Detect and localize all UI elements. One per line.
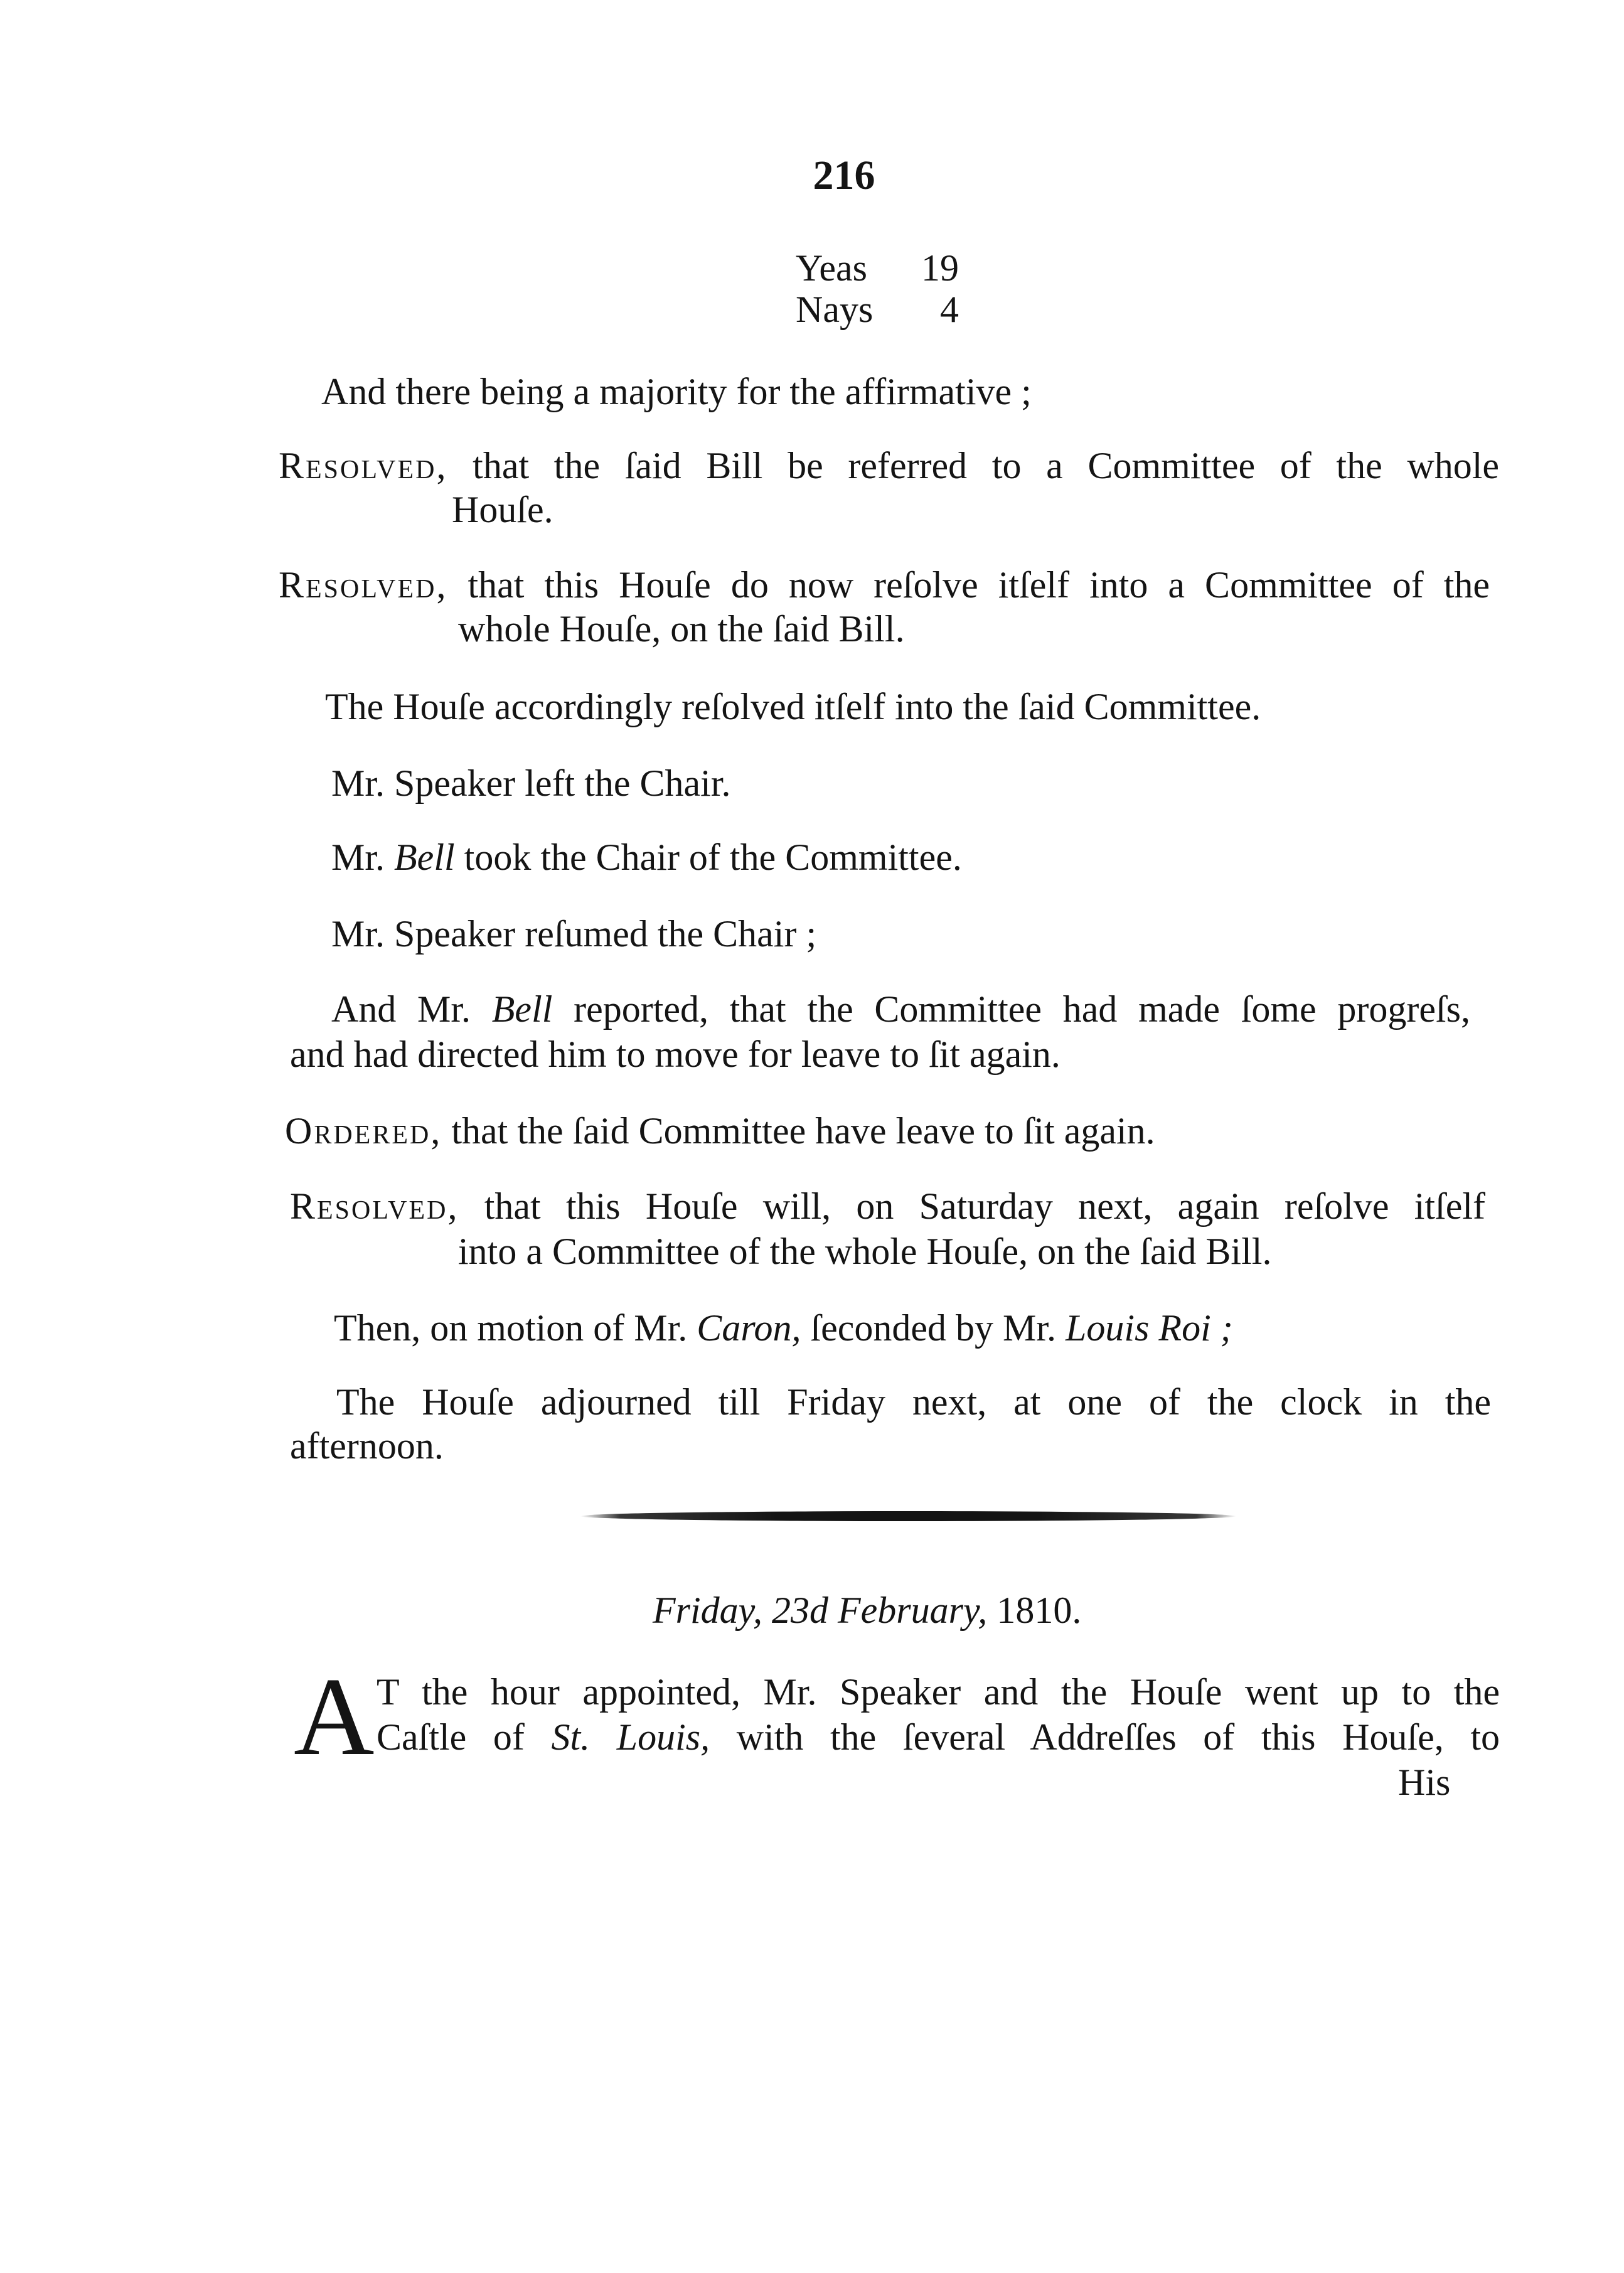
- resolved-1-line-2: Houſe.: [452, 489, 553, 530]
- speaker-resumed-paragraph: Mr. Speaker reſumed the Chair ;: [331, 913, 817, 955]
- final-line-2: [377, 1714, 1500, 1760]
- motion-roi: Louis Roi ;: [1066, 1307, 1233, 1349]
- ordered-head: Ordered,: [285, 1110, 442, 1152]
- ordered-paragraph: [285, 1108, 1155, 1153]
- bell-took-post: took the Chair of the Committee.: [464, 837, 962, 878]
- catchword: His: [1398, 1762, 1451, 1803]
- final-line-2-post: with the ſeveral Addreſſes of this Houſe, to: [736, 1716, 1500, 1758]
- majority-paragraph: And there being a majority for the affirmative ;: [321, 371, 1032, 412]
- motion-pre: Then, on motion of Mr.: [334, 1307, 688, 1349]
- date-day: Friday,: [653, 1590, 762, 1631]
- drop-cap: A: [294, 1654, 375, 1778]
- final-line-2-pre: Caſtle of: [377, 1716, 525, 1758]
- speaker-left-paragraph: Mr. Speaker left the Chair.: [331, 762, 731, 804]
- resolved-2-line-1: [279, 562, 1490, 607]
- motion-caron: Caron,: [697, 1307, 801, 1349]
- adjourned-line-2: afternoon.: [290, 1425, 444, 1467]
- resolved-3-line-1: [290, 1184, 1485, 1229]
- bell-reported-line-2: and had directed him to move for leave to ſit again.: [290, 1034, 1060, 1075]
- bell-name: Bell: [394, 837, 455, 878]
- date-month: February,: [838, 1590, 988, 1631]
- motion-paragraph: [334, 1305, 1233, 1350]
- bell-reported-name: Bell: [491, 988, 553, 1030]
- nays-label: Nays: [796, 289, 873, 330]
- bell-took-chair-paragraph: [331, 835, 962, 880]
- votes-nays: [796, 287, 959, 331]
- votes-yeas: [796, 246, 959, 290]
- date-heading: [653, 1588, 1081, 1633]
- resolved-3-text: that this Houſe will, on Saturday next, again reſolve itſelf: [484, 1185, 1485, 1227]
- ordered-text: that the ſaid Committee have leave to ſit again.: [451, 1110, 1155, 1152]
- bell-reported-post: reported, that the Committee had made ſome progreſs,: [574, 988, 1471, 1030]
- yeas-count: 19: [921, 247, 959, 289]
- final-line-1: T the hour appointed, Mr. Speaker and the Houſe went up to the: [377, 1671, 1500, 1713]
- yeas-label: Yeas: [796, 247, 867, 289]
- resolved-3-line-2: into a Committee of the whole Houſe, on the ſaid Bill.: [458, 1231, 1272, 1272]
- resolved-2-text: that this Houſe do now reſolve itſelf into a Committee of the: [467, 564, 1490, 606]
- bell-reported-pre: And Mr.: [331, 988, 471, 1030]
- final-line-2-place: St. Louis,: [551, 1716, 710, 1758]
- resolved-2-head: Resolved,: [279, 564, 448, 606]
- resolved-1-head: Resolved,: [279, 445, 448, 486]
- nays-count: 4: [940, 289, 959, 330]
- resolved-1-line-1: [279, 443, 1499, 488]
- bell-reported-line-1: [331, 987, 1470, 1032]
- section-divider: [580, 1511, 1236, 1521]
- date-date: 23d: [772, 1590, 828, 1631]
- resolved-3-head: Resolved,: [290, 1185, 459, 1227]
- bell-took-pre: Mr.: [331, 837, 385, 878]
- page-number: 216: [813, 152, 875, 198]
- house-resolved-paragraph: The Houſe accordingly reſolved itſelf into the ſaid Committee.: [325, 686, 1261, 727]
- motion-mid: ſeconded by Mr.: [810, 1307, 1057, 1349]
- resolved-2-line-2: whole Houſe, on the ſaid Bill.: [458, 608, 905, 650]
- resolved-1-text: that the ſaid Bill be referred to a Committee of the whole: [473, 445, 1500, 486]
- date-year: 1810.: [996, 1590, 1082, 1631]
- adjourned-line-1: The Houſe adjourned till Friday next, at one of the clock in the: [336, 1381, 1491, 1423]
